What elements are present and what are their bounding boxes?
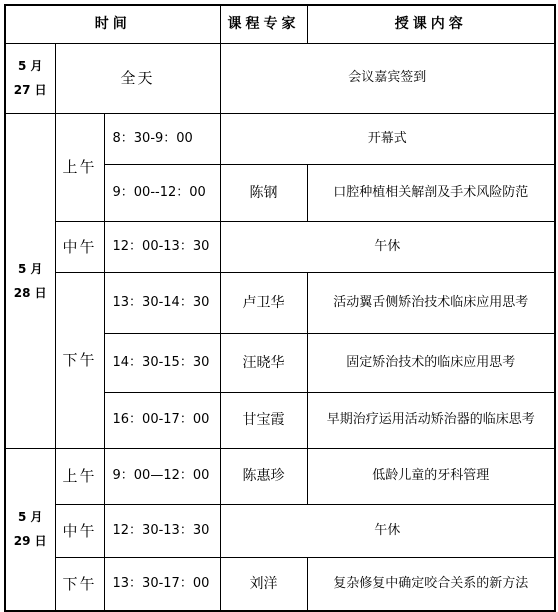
time-cell: 9：00—12：00 [104, 448, 220, 504]
table-row [5, 43, 555, 113]
expert-cell: 刘洋 [220, 557, 307, 611]
expert-cell: 卢卫华 [220, 272, 307, 333]
content-cell: 活动翼舌侧矫治技术临床应用思考 [307, 272, 555, 333]
content-cell: 口腔种植相关解剖及手术风险防范 [307, 164, 555, 221]
content-cell: 午休 [220, 221, 555, 272]
table-row [5, 557, 555, 611]
period-afternoon: 下午 [55, 272, 104, 448]
date-cell-0528 [5, 113, 55, 448]
date-month: 5 月 [17, 59, 43, 73]
period-afternoon: 下午 [55, 557, 104, 611]
time-cell: 16：00-17：00 [104, 392, 220, 448]
date-month: 5 月 [17, 510, 43, 525]
expert-cell: 陈钢 [220, 164, 307, 221]
time-cell: 12：30-13：30 [104, 504, 220, 557]
period-noon: 中午 [55, 221, 104, 272]
table-row [5, 272, 555, 333]
time-cell: 9：00--12：00 [104, 164, 220, 221]
allday-cell: 全天 [55, 43, 220, 113]
expert-cell: 陈惠珍 [220, 448, 307, 504]
time-cell: 14：30-15：30 [104, 333, 220, 392]
table-row [5, 221, 555, 272]
content-cell: 复杂修复中确定咬合关系的新方法 [307, 557, 555, 611]
time-cell: 8：30-9：00 [104, 113, 220, 164]
date-day: 28 日 [13, 285, 47, 300]
header-content: 授课内容 [307, 5, 555, 43]
header-time: 时间 [5, 5, 220, 43]
date-day: 27 日 [13, 83, 47, 97]
date-cell-0529 [5, 448, 55, 611]
content-cell: 会议嘉宾签到 [220, 43, 555, 113]
content-cell: 低龄儿童的牙科管理 [307, 448, 555, 504]
date-month: 5 月 [17, 261, 43, 276]
content-cell: 午休 [220, 504, 555, 557]
header-expert: 课程专家 [220, 5, 307, 43]
table-row [5, 448, 555, 504]
date-cell-0527 [5, 43, 55, 113]
header-row [5, 5, 555, 43]
time-cell: 13：30-17：00 [104, 557, 220, 611]
time-cell: 13：30-14：30 [104, 272, 220, 333]
content-cell: 开幕式 [220, 113, 555, 164]
period-noon: 中午 [55, 504, 104, 557]
time-cell: 12：00-13：30 [104, 221, 220, 272]
expert-cell: 甘宝霞 [220, 392, 307, 448]
schedule-table [4, 4, 556, 612]
period-morning: 上午 [55, 448, 104, 504]
date-day: 29 日 [13, 534, 47, 549]
content-cell: 早期治疗运用活动矫治器的临床思考 [307, 392, 555, 448]
period-morning: 上午 [55, 113, 104, 221]
expert-cell: 汪晓华 [220, 333, 307, 392]
table-row [5, 504, 555, 557]
content-cell: 固定矫治技术的临床应用思考 [307, 333, 555, 392]
table-row [5, 113, 555, 164]
